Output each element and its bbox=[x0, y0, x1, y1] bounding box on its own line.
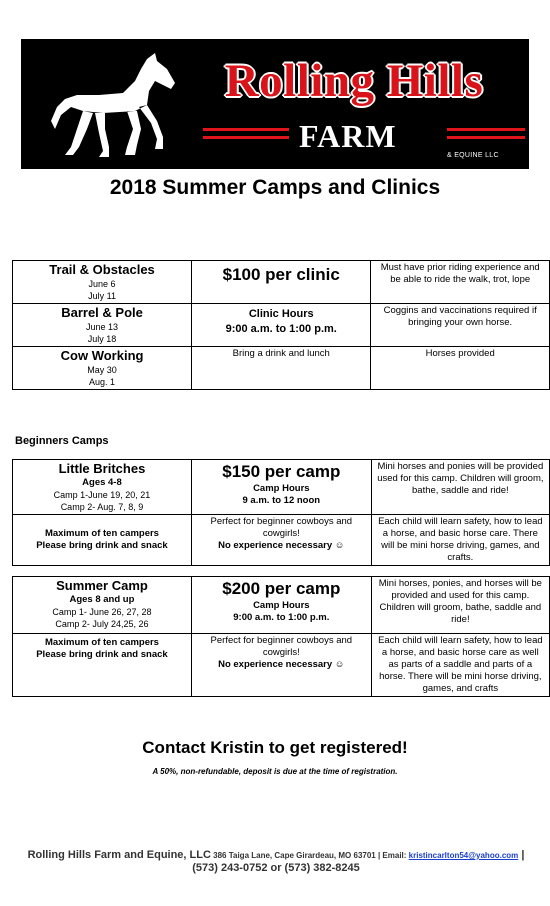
brand-suffix: & EQUINE LLC bbox=[447, 152, 499, 159]
clinic-note-cell: Coggins and vaccinations required if bringing your own horse. bbox=[371, 304, 550, 347]
camp-info-cell: Little Britches Ages 4-8 Camp 1-June 19, 20, 21 Camp 2- Aug. 7, 8, 9 bbox=[13, 460, 192, 515]
clinic-note-cell: Must have prior riding experience and be able to ride the walk, trot, lope bbox=[371, 261, 550, 304]
section-heading: Beginners Camps bbox=[15, 435, 109, 447]
camp-desc-cell: Mini horses and ponies will be provided used for this camp. Children will groom, bathe, saddle and ride! bbox=[371, 460, 549, 515]
brand-divider bbox=[203, 136, 289, 139]
camp-info-cell: Summer Camp Ages 8 and up Camp 1- June 26, 27, 28 Camp 2- July 24,25, 26 bbox=[13, 577, 192, 634]
brand-divider bbox=[203, 128, 289, 131]
brand-divider bbox=[447, 128, 525, 131]
footer-address: 386 Taiga Lane, Cape Girardeau, MO 63701 | Email: bbox=[210, 851, 409, 860]
camp-desc-cell: Mini horses, ponies, and horses will be provided and used for this camp. Children will groom, bathe, saddle and ride! bbox=[371, 577, 549, 634]
camp-learn-cell: Each child will learn safety, how to lead a horse, and basic horse care. There will be mini horse driving, games, and crafts. bbox=[371, 515, 549, 566]
horse-icon bbox=[43, 51, 183, 163]
footer-email-link[interactable]: kristincarlton54@yahoo.com bbox=[408, 851, 519, 860]
deposit-note: A 50%, non-refundable, deposit is due at the time of registration. bbox=[152, 767, 398, 776]
header-banner bbox=[21, 39, 529, 169]
clinic-cell: Cow Working May 30 Aug. 1 bbox=[13, 347, 192, 390]
little-britches-table bbox=[12, 459, 550, 566]
brand-name: Rolling Hills bbox=[224, 55, 484, 107]
footer-phone: | (573) 243-0752 or (573) 382-8245 bbox=[192, 849, 525, 874]
summer-camp-table bbox=[12, 576, 550, 697]
contact-heading: Contact Kristin to get registered! bbox=[142, 738, 408, 757]
camp-price-cell: $150 per camp Camp Hours 9 a.m. to 12 noon bbox=[191, 460, 371, 515]
page-title: 2018 Summer Camps and Clinics bbox=[109, 176, 441, 199]
camp-max-cell: Maximum of ten campers Please bring drink and snack bbox=[13, 634, 192, 697]
camp-max-cell: Maximum of ten campers Please bring drink and snack bbox=[13, 515, 192, 566]
clinic-bring-cell: Bring a drink and lunch bbox=[192, 347, 371, 390]
camp-perfect-cell: Perfect for beginner cowboys and cowgirls! No experience necessary ☺ bbox=[191, 634, 371, 697]
footer-company: Rolling Hills Farm and Equine, LLC bbox=[27, 849, 211, 861]
clinic-hours-cell: Clinic Hours 9:00 a.m. to 1:00 p.m. bbox=[192, 304, 371, 347]
camp-perfect-cell: Perfect for beginner cowboys and cowgirls! No experience necessary ☺ bbox=[191, 515, 371, 566]
brand-divider bbox=[447, 136, 525, 139]
camp-price-cell: $200 per camp Camp Hours 9:00 a.m. to 1:00 p.m. bbox=[191, 577, 371, 634]
clinic-price: $100 per clinic bbox=[222, 265, 340, 284]
clinics-table bbox=[12, 260, 550, 390]
footer bbox=[18, 849, 534, 875]
clinic-cell: Barrel & Pole June 13 July 18 bbox=[13, 304, 192, 347]
clinic-note-cell: Horses provided bbox=[371, 347, 550, 390]
clinic-price-cell bbox=[192, 261, 371, 304]
brand-subtitle: FARM bbox=[299, 118, 397, 154]
camp-learn-cell: Each child will learn safety, how to lead a horse, and basic horse care as well as parts of a saddle and parts of a horse. There will be mini horse driving, games, and crafts bbox=[371, 634, 549, 697]
clinic-cell: Trail & Obstacles June 6 July 11 bbox=[13, 261, 192, 304]
